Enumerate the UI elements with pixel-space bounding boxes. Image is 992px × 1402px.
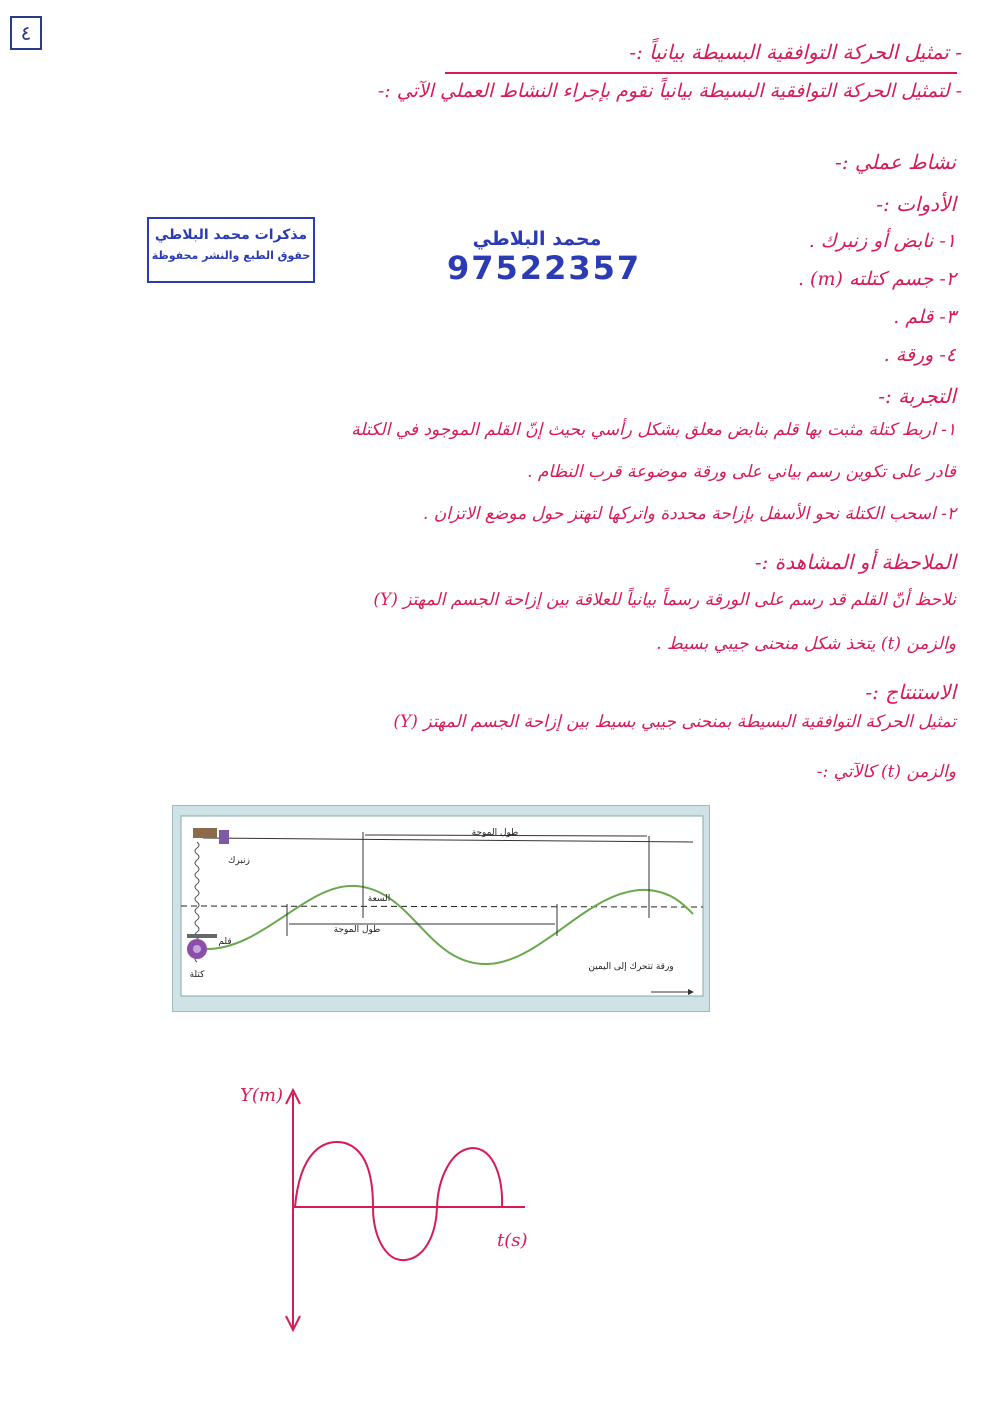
experiment-step: ١- اربط كتلة مثبت بها قلم بنابض معلق بشكل رأسي بحيث إنّ القلم الموجود في الكتلة [351,420,956,440]
observation-text: نلاحظ أنّ القلم قد رسم على الورقة رسماً بيانياً للعلاقة بين إزاحة الجسم المهتز (Y) [373,590,956,610]
author-name: محمد البلاطي [472,228,602,250]
tool-item: ١- نابض أو زنبرك . [808,230,956,252]
mass-bar [187,934,217,938]
author-signature [447,228,642,287]
conclusion-heading: الاستنتاج :- [865,680,956,704]
graph-y-arrow-up [286,1090,300,1104]
graph-y-label: Y(m) [240,1085,283,1106]
experiment-step: ٢- اسحب الكتلة نحو الأسفل بإزاحة محددة واتركها لتهتز حول موضع الاتزان . [422,504,956,524]
tool-item: ٢- جسم كتلته (m) . [797,268,956,290]
graph-sine-curve [295,1142,502,1260]
label-mass: كتلة [189,970,205,980]
tool-item: ٤- ورقة . [883,344,956,366]
spring-clamp [219,830,229,844]
observation-text: والزمن (t) يتخذ شكل منحنى جيبي بسيط . [656,634,956,654]
tools-heading: الأدوات :- [876,192,956,216]
author-phone: 97522357 [447,249,642,287]
label-spring: زنبرك [228,856,250,866]
stamp-line-2: حقوق الطبع والنشر محفوظة [151,249,311,262]
activity-heading: نشاط عملي :- [835,150,956,174]
label-pen: قلم [218,937,232,947]
page-number: ٤ [10,16,42,50]
label-wavelength-top: طول الموجة [471,828,519,838]
stamp-line-1: مذكرات محمد البلاطي [154,227,308,243]
intro-text: - لتمثيل الحركة التوافقية البسيطة بيانياً نقوم بإجراء النشاط العملي الآتي :- [377,80,962,102]
title-underline [445,72,957,74]
copyright-stamp [147,217,315,283]
observation-heading: الملاحظة أو المشاهدة :- [754,550,956,574]
conclusion-text: تمثيل الحركة التوافقية البسيطة بمنحنى جيبي بسيط بين إزاحة الجسم المهتز (Y) [393,712,956,732]
label-amplitude: السعة [367,894,391,904]
spring-mass-wave-figure [172,805,710,1012]
label-wavelength-bottom: طول الموجة [333,925,381,935]
section-title: - تمثيل الحركة التوافقية البسيطة بيانياً :- [629,40,962,64]
graph-x-label: t(s) [497,1230,528,1251]
figure-drawing [173,806,711,1013]
experiment-step: قادر على تكوين رسم بياني على ورقة موضوعة قرب النظام . [527,462,956,482]
label-paper: ورقة تتحرك إلى اليمين [588,962,674,972]
conclusion-text: والزمن (t) كالآتي :- [816,762,956,782]
experiment-heading: التجربة :- [878,384,956,408]
graph-y-arrow-down [286,1316,300,1330]
mass-ball-center [193,945,201,953]
tool-item: ٣- قلم . [893,306,956,328]
spring-mount [193,828,217,838]
